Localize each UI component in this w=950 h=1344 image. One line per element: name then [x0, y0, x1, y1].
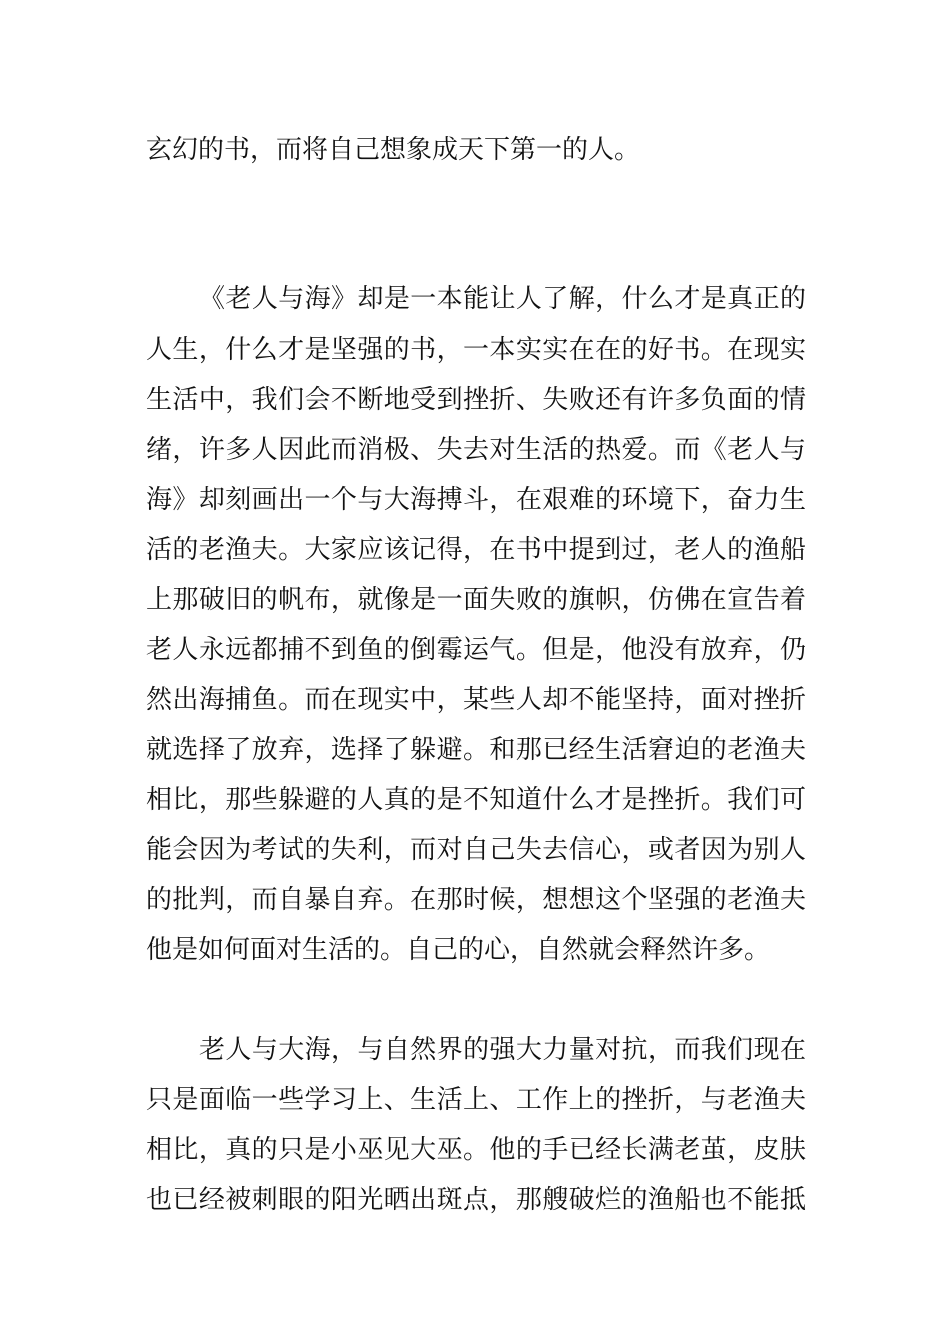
text-line: 活的老渔夫。大家应该记得，在书中提到过，老人的渔船: [146, 535, 806, 565]
text-line: 相比，真的只是小巫见大巫。他的手已经长满老茧，皮肤: [146, 1135, 806, 1165]
text-line: 老人与大海，与自然界的强大力量对抗，而我们现在: [199, 1035, 806, 1065]
text-line: 人生，什么才是坚强的书，一本实实在在的好书。在现实: [146, 335, 806, 365]
text-line: 就选择了放弃，选择了躲避。和那已经生活窘迫的老渔夫: [146, 735, 806, 765]
text-line: 《老人与海》却是一本能让人了解，什么才是真正的: [199, 284, 806, 314]
text-line: 生活中，我们会不断地受到挫折、失败还有许多负面的情: [146, 385, 806, 415]
text-line: 然出海捕鱼。而在现实中，某些人却不能坚持，面对挫折: [146, 685, 806, 715]
text-line: 相比，那些躲避的人真的是不知道什么才是挫折。我们可: [146, 785, 806, 815]
text-line: 只是面临一些学习上、生活上、工作上的挫折，与老渔夫: [146, 1085, 806, 1115]
text-line: 也已经被刺眼的阳光晒出斑点，那艘破烂的渔船也不能抵: [146, 1185, 806, 1215]
text-line: 上那破旧的帆布，就像是一面失败的旗帜，仿佛在宣告着: [146, 585, 806, 615]
text-line: 绪，许多人因此而消极、失去对生活的热爱。而《老人与: [146, 435, 806, 465]
text-line: 他是如何面对生活的。自己的心，自然就会释然许多。: [146, 935, 771, 965]
text-line: 的批判，而自暴自弃。在那时候，想想这个坚强的老渔夫: [146, 885, 806, 915]
text-line: 能会因为考试的失利，而对自己失去信心，或者因为别人: [146, 835, 806, 865]
text-line: 海》却刻画出一个与大海搏斗，在艰难的环境下，奋力生: [146, 485, 806, 515]
text-line: 老人永远都捕不到鱼的倒霉运气。但是，他没有放弃，仍: [146, 635, 806, 665]
text-line: 玄幻的书，而将自己想象成天下第一的人。: [146, 135, 641, 165]
